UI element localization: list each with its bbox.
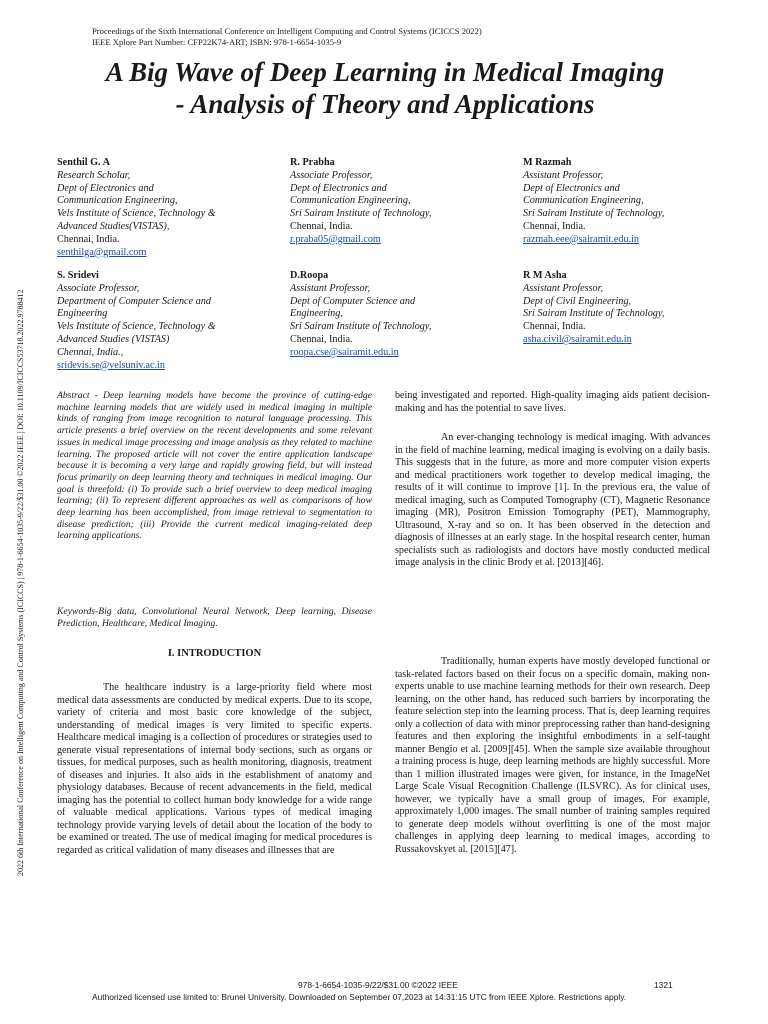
author-block-sridevi [57, 270, 257, 372]
author-affiliation-line: Engineering [57, 308, 108, 320]
paper-title-line1: A Big Wave of Deep Learning in Medical Imaging [105, 57, 665, 87]
author-name: Senthil G. A [57, 157, 110, 168]
author-affiliation-line: Dept of Electronics and [523, 182, 620, 194]
author-affiliation-line: Communication Engineering, [290, 195, 411, 207]
isbn-header: IEEE Xplore Part Number: CFP22K74-ART; ISBN: 978-1-6654-1035-9 [92, 37, 342, 47]
side-identifier-text: 2022 6th International Conference on Intelligent Computing and Control Systems (ICICCS) | 978-1-6654-1035-9/22/$31.00 ©2022 IEEE | DOI: 10.1109/ICICCS53718.2022.9788412 [16, 289, 25, 876]
conference-header: Proceedings of the Sixth International Conference on Intelligent Computing and Control Systems (ICICCS 2022) [92, 26, 482, 36]
paragraph-text: being investigated and reported. High-quality imaging aids patient decision-making and has the potential to save lives. [395, 390, 710, 414]
author-affiliation-line: Dept of Electronics and [290, 182, 387, 194]
author-affiliation-line: Sri Sairam Institute of Technology, [523, 208, 665, 220]
author-affiliation-line: Sri Sairam Institute of Technology, [523, 308, 665, 320]
author-block-prabha [290, 157, 490, 247]
author-place: Chennai, India. [290, 220, 353, 232]
author-affiliation-line: Assistant Professor, [523, 282, 604, 294]
author-place: Chennai, India. [523, 321, 586, 333]
abstract [57, 390, 372, 542]
author-name: M Razmah [523, 157, 572, 168]
author-email-link[interactable]: sridevis.se@velsuniv.ac.in [57, 359, 166, 371]
author-name: D.Roopa [290, 270, 329, 281]
author-affiliation-line: Sri Sairam Institute of Technology, [290, 208, 432, 220]
introduction-text: The healthcare industry is a large-priority field where most medical data assessments are conducted by medical experts. Due to its scope, variety of criteria and most basic core knowledge of the subject, understanding of medical images is very limited to specific experts. Healthcare medical imaging is a collection of procedures or strategies used to generate visual representations of internal body sections, such as organs or tissues, for medical purposes, such as health monitoring, diagnosis, treatment of diseases and injuries. It also aids in the establishment of anatomy and physiology databases. Because of recent advancements in the field, medical imaging has the potential to collect human body knowledge for a wide range of valuable medical applications. Various types of medical imaging technology provide varying levels of detail about the location of the body to be examined or treated. The use of medical imaging for medical procedures is regarded as critical validation of many diseases and illnesses that are [57, 682, 372, 856]
side-identifier [16, 155, 28, 885]
author-name: R. Prabha [290, 157, 335, 168]
author-email-link[interactable]: asha.civil@sairamit.edu.in [523, 333, 632, 345]
author-affiliation-line: Associate Professor, [57, 282, 140, 294]
author-affiliation-line: Dept of Civil Engineering, [523, 295, 632, 307]
author-affiliation-line: Dept of Computer Science and [290, 295, 416, 307]
author-block-razmah [523, 157, 713, 247]
author-affiliation-line: Vels Institute of Science, Technology & [57, 208, 216, 220]
paragraph-text: An ever-changing technology is medical imaging. With advances in the field of machine learning, medical imaging is evolving on a daily basis. This suggests that in the future, as more and more computer vision experts and medical practitioners work together to develop medical imaging, the results of it will continue to improve [1]. In the previous era, the value of medical imaging, such as Computed Tomography (CT), Magnetic Resonance imaging (MR), Positron Emission Tomography (PET), Mammography, Ultrasound, X-ray and so on. It has been observed in the detection and diagnosis of illnesses at an early stage. In the hospital research center, human specialists such as radiologists and doctors have mostly conducted medical image analysis in the clinic Brody et al. [2013][46]. [395, 432, 710, 568]
author-email-link[interactable]: r.praba05@gmail.com [290, 233, 381, 245]
author-email-link[interactable]: roopa.cse@sairamit.edu.in [290, 346, 399, 358]
author-affiliation-line: Research Scholar, [57, 169, 131, 181]
keywords [57, 606, 372, 630]
author-affiliation-line: Dept of Electronics and [57, 182, 154, 194]
abstract-text: Abstract - Deep learning models have become the province of cutting-edge machine learning models that are widely used in medical imaging in multiple kinds of ranging from image recognition to natural language processing. This article presents a brief overview on the recent developments and some relevant issues in medical image processing and image analysis as they related to machine learning. The proposed article will not cover the entire application landscape because it is becoming a very large and rapidly growing field, but will instead focus primarily on deep learning theory and techniques in medical imaging. Our goal is threefold: (i) To provide such a brief overview to deep medical imaging learning; (ii) To represent different approaches as well as comparisons of how deep learning has been accomplished, from image retrieval to segmentation to disease prediction; (iii) Provide the current medical imaging-related deep learning applications. [57, 390, 372, 542]
author-affiliation-line: Associate Professor, [290, 169, 373, 181]
footer-copyright-code: 978-1-6654-1035-9/22/$31.00 ©2022 IEEE [298, 980, 458, 990]
right-paragraph-2 [395, 432, 710, 570]
author-affiliation-line: Assistant Professor, [290, 282, 371, 294]
author-affiliation-line: Communication Engineering, [57, 195, 178, 207]
author-email-link[interactable]: razmah.eee@sairamit.edu.in [523, 233, 640, 245]
author-affiliation-line: Advanced Studies (VISTAS) [57, 333, 170, 345]
author-affiliation-line: Assistant Professor, [523, 169, 604, 181]
author-block-asha [523, 270, 713, 347]
author-email-link[interactable]: senthilga@gmail.com [57, 246, 147, 258]
author-place: Chennai, India. [57, 233, 120, 245]
author-place: Chennai, India. [523, 220, 586, 232]
page-number: 1321 [654, 980, 673, 990]
section-heading-introduction: I. INTRODUCTION [167, 648, 262, 659]
author-place: Chennai, India. [290, 333, 353, 345]
right-paragraph-1 [395, 390, 710, 415]
author-affiliation-line: Engineering, [290, 308, 343, 320]
paper-title-line2: - Analysis of Theory and Applications [175, 89, 595, 119]
author-block-roopa [290, 270, 490, 360]
author-block-senthil [57, 157, 257, 259]
author-affiliation-line: Vels Institute of Science, Technology & [57, 321, 216, 333]
author-affiliation-line: Department of Computer Science and [57, 295, 211, 307]
author-name: S. Sridevi [57, 270, 99, 281]
paragraph-text: Traditionally, human experts have mostly developed functional or task-related factors based on their focus on a specific domain, making non-experts unable to use machine learning methods for their own research. Deep learning, on the other hand, has reduced such barriers by incorporating the feature selection step into the learning process. That is, deep learning requires only a collection of data with minor preprocessing rather than hand-designing features and then exploring the insightful embodiments in a self-taught manner Bengio et al. [2009][45]. When the sample size available throughout a training process is huge, deep learning methods are highly successful. More than 1 million illustrated images were given, for instance, in the ImageNet Large Scale Visual Recognition Challenge (ILSVRC). As for clinical uses, however, we typically have a small group of images, For example, approximately 1,000 images. The small number of training samples required to generate deep models without overfitting is one of the most major challenges in applying deep learning to medical images, according to Russakovskyet al. [2015][47]. [395, 656, 710, 855]
author-affiliation-line: Sri Sairam Institute of Technology, [290, 321, 432, 333]
author-affiliation-line: Chennai, India., [57, 346, 124, 358]
author-affiliation-line: Communication Engineering, [523, 195, 644, 207]
keywords-text: Keywords-Big data, Convolutional Neural Network, Deep learning, Disease Prediction, Healthcare, Medical Imaging. [57, 606, 372, 629]
license-notice: Authorized licensed use limited to: Brunel University. Downloaded on September 07,2023 at 14:31:15 UTC from IEEE Xplore. Restrictions apply. [92, 992, 627, 1002]
right-paragraph-3 [395, 656, 710, 856]
author-affiliation-line: Advanced Studies(VISTAS), [57, 220, 170, 232]
author-name: R M Asha [523, 270, 567, 281]
introduction-paragraph [57, 682, 372, 857]
